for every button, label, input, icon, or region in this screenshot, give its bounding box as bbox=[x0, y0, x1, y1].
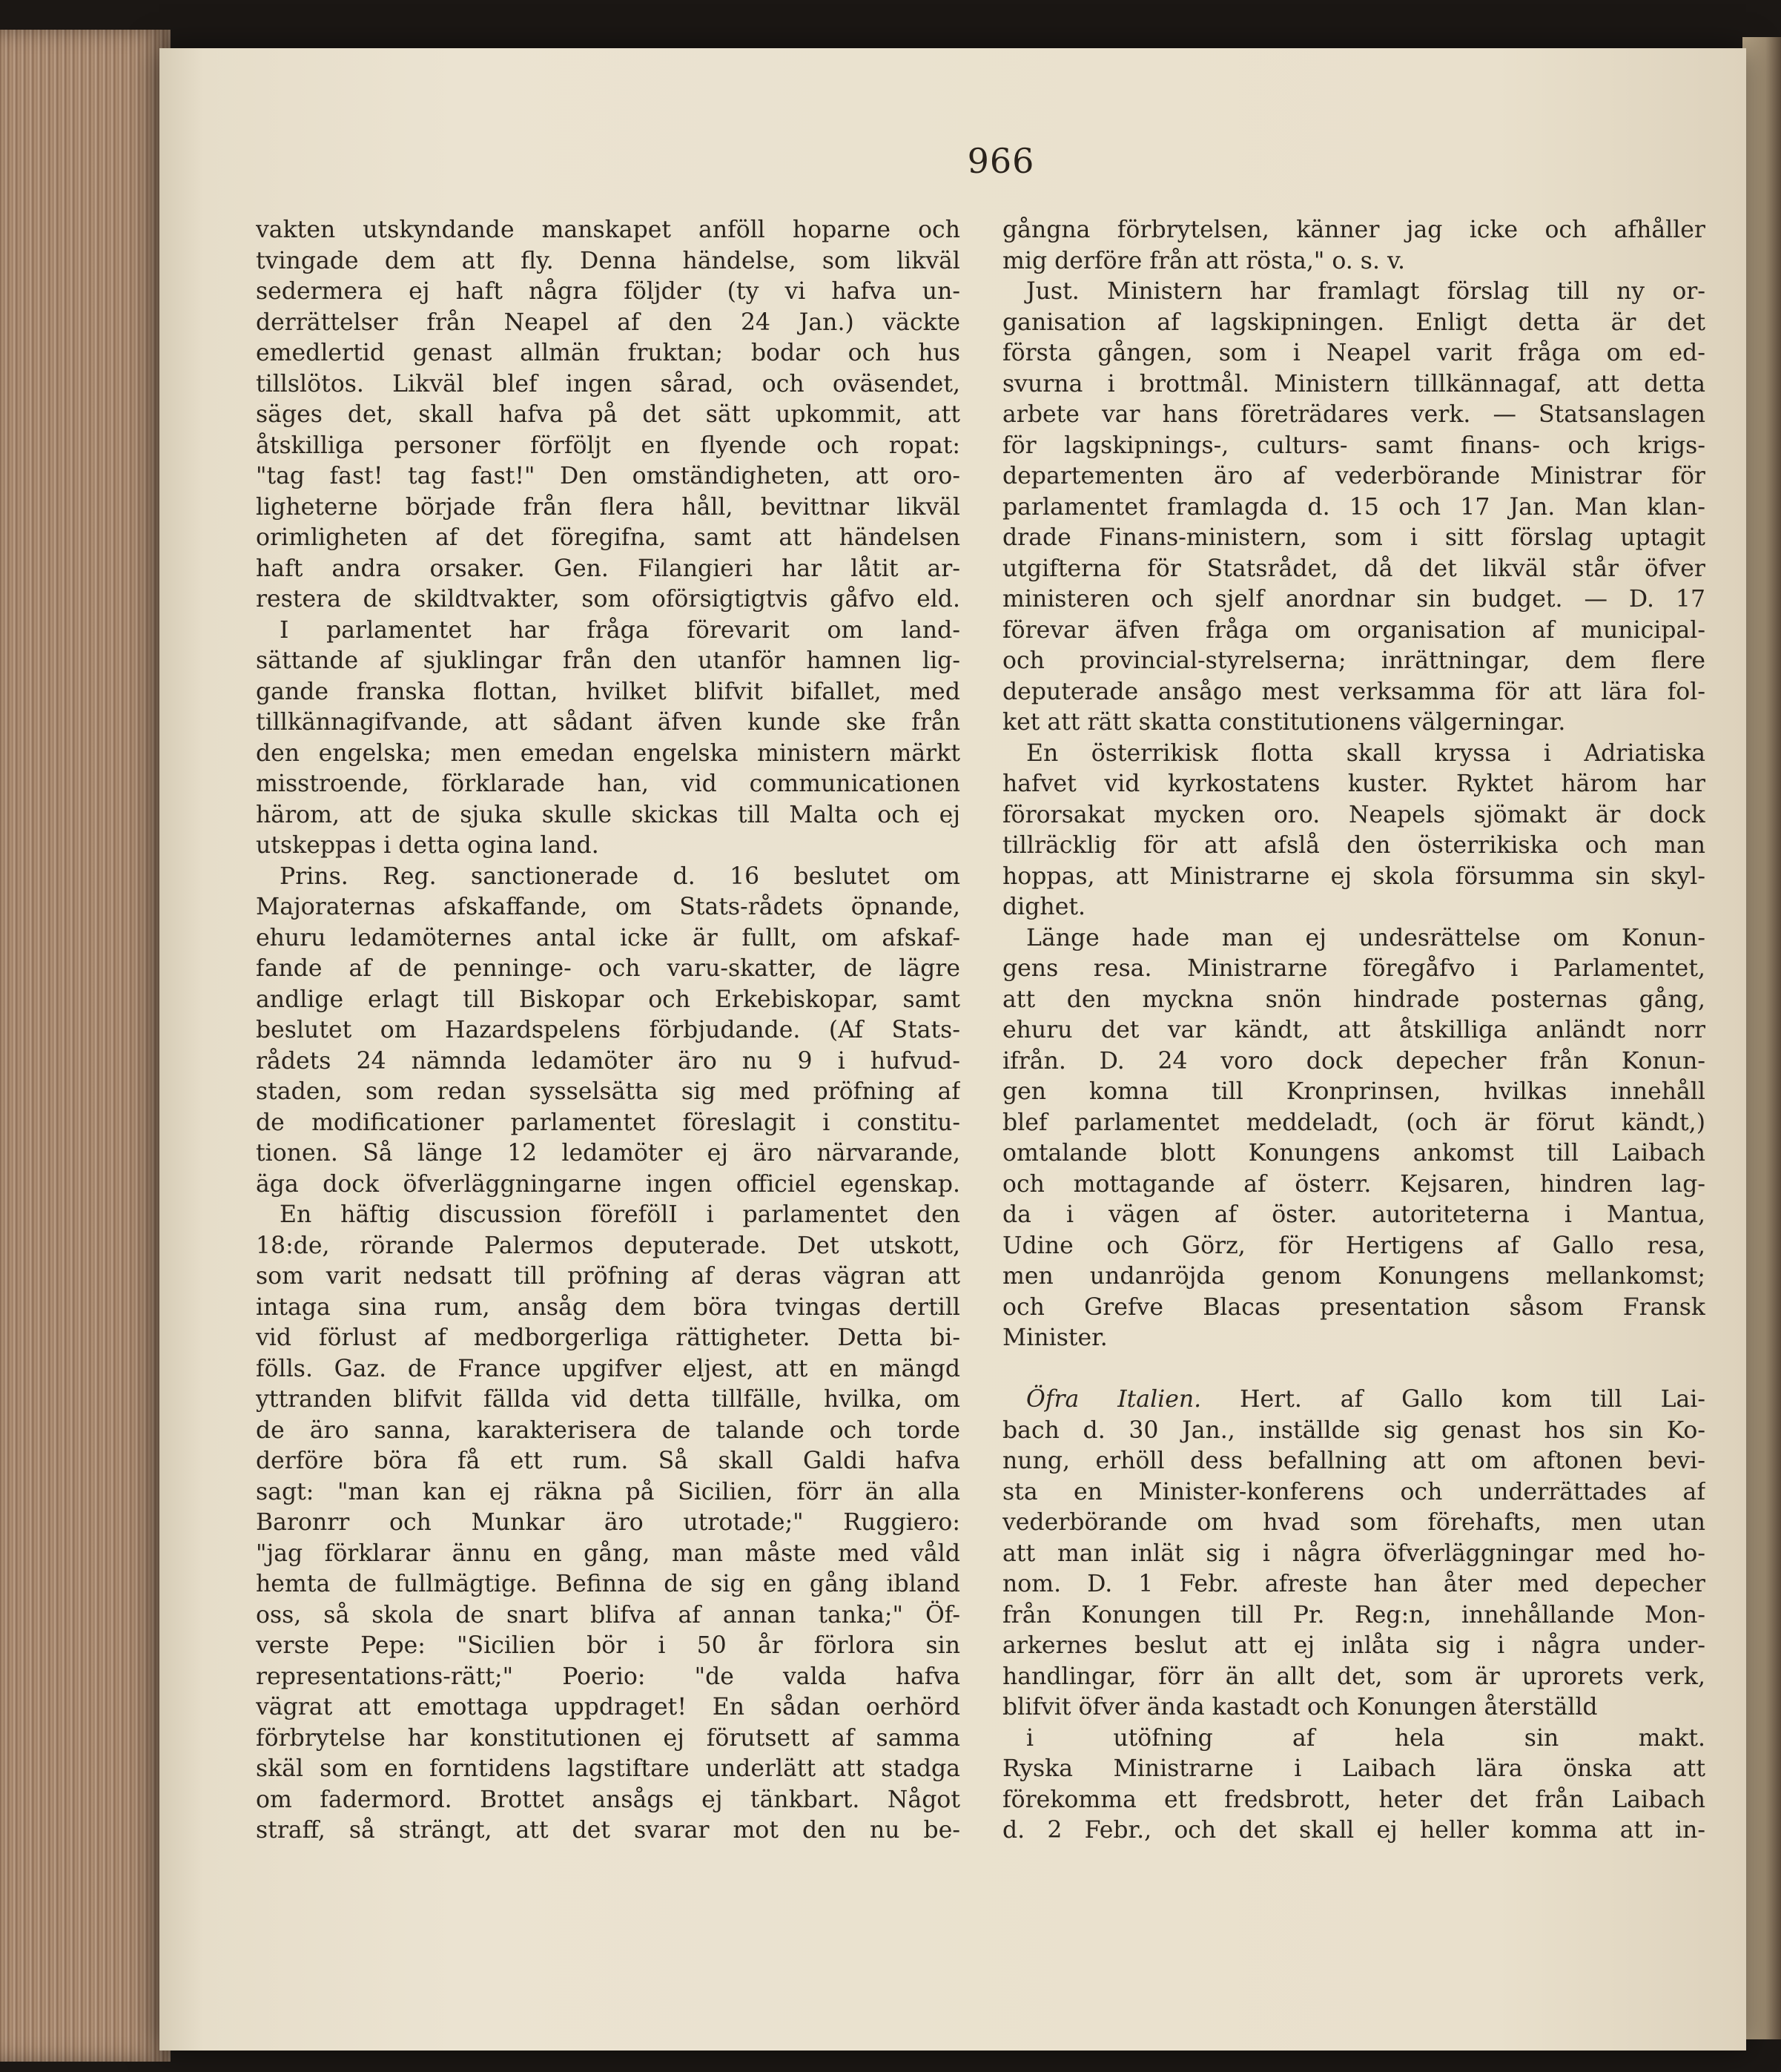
book-page-edges-right bbox=[1742, 37, 1781, 2039]
book-page-edges-left bbox=[0, 30, 171, 2062]
text-line: nung, erhöll dess befallning att om aftonen bevi- bbox=[1002, 1448, 1705, 1474]
text-line: Prins. Reg. sanctionerade d. 16 beslutet om bbox=[280, 862, 960, 890]
text-line: sättande af sjuklingar från den utanför hamnen lig- bbox=[256, 647, 960, 674]
text-line: svurna i brottmål. Ministern tillkännagaf, att detta bbox=[1002, 370, 1705, 397]
text-line: förekomma ett fredsbrott, heter det från Laibach bbox=[1002, 1786, 1705, 1813]
page-number: 966 bbox=[967, 141, 1035, 181]
text-line: från Konungen till Pr. Reg:n, innehållande Mon- bbox=[1002, 1601, 1705, 1629]
text-line: tillkännagifvande, att sådant äfven kunde ske från bbox=[256, 709, 960, 736]
section-heading: Öfra Italien. bbox=[1026, 1386, 1202, 1413]
text-line: deputerade ansågo mest verksamma för att lära fol- bbox=[1002, 678, 1705, 705]
text-line: tillräcklig för att afslå den österrikiska och man bbox=[1002, 832, 1705, 859]
text-line: Just. Ministern har framlagt förslag till ny or- bbox=[1026, 278, 1705, 305]
text-line: ehuru det var kändt, att åtskilliga anländt norr bbox=[1002, 1017, 1705, 1043]
text-column-right bbox=[1002, 215, 1705, 1847]
text-line: Ryska Ministrarne i Laibach lära önska att bbox=[1002, 1755, 1705, 1782]
text-line: Länge hade man ej undesrättelse om Konun- bbox=[1026, 924, 1705, 951]
text-line: säges det, skall hafva på det sätt upkommit, att bbox=[256, 401, 960, 428]
text-line: sta en Minister-konferens och underrättades af bbox=[1002, 1478, 1705, 1505]
text-line: de modificationer parlamentet föreslagit i constitu- bbox=[256, 1109, 960, 1136]
text-line: Udine och Görz, för Hertigens af Gallo resa, bbox=[1002, 1232, 1705, 1259]
text-line: Minister. bbox=[1002, 1324, 1108, 1351]
text-line: straff, så strängt, att det svarar mot den nu be- bbox=[256, 1817, 960, 1844]
text-line: gen komna till Kronprinsen, hvilkas innehåll bbox=[1002, 1078, 1705, 1105]
text-line: vid förlust af medborgerliga rättigheter. Detta bi- bbox=[256, 1324, 960, 1351]
text-line: restera de skildtvakter, som oförsigtigtvis gåfvo eld. bbox=[256, 586, 960, 613]
text-line: andlige erlagt till Biskopar och Erkebiskopar, samt bbox=[256, 986, 960, 1013]
text-line: En häftig discussion förefölI i parlamentet den bbox=[280, 1201, 960, 1228]
text-line: fande af de penninge- och varu-skatter, de lägre bbox=[256, 955, 960, 982]
text-line: de äro sanna, karakterisera de talande och torde bbox=[256, 1416, 960, 1444]
text-line: drade Finans-ministern, som i sitt förslag uptagit bbox=[1002, 524, 1705, 551]
text-line bbox=[1002, 1354, 1705, 1385]
text-line: ket att rätt skatta constitutionens välgerningar. bbox=[1002, 709, 1566, 736]
text-line: i utöfning af hela sin makt. bbox=[1026, 1724, 1705, 1752]
text-line: nom. D. 1 Febr. afreste han åter med depecher bbox=[1002, 1571, 1705, 1597]
text-line: för lagskipnings-, culturs- samt finans- och krigs- bbox=[1002, 432, 1705, 459]
text-line: "jag förklarar ännu en gång, man måste med våld bbox=[256, 1540, 960, 1567]
text-line: hafvet vid kyrkostatens kuster. Ryktet härom har bbox=[1002, 771, 1705, 797]
text-line: I parlamentet har fråga förevarit om land- bbox=[280, 616, 960, 644]
text-line: den engelska; men emedan engelska ministern märkt bbox=[256, 739, 960, 767]
text-line: 18:de, rörande Palermos deputerade. Det utskott, bbox=[256, 1232, 960, 1259]
text-line: omtalande blott Konungens ankomst till Laibach bbox=[1002, 1140, 1705, 1167]
text-line: arkernes beslut att ej inlåta sig i några under- bbox=[1002, 1632, 1705, 1659]
text-line: sedermera ej haft några följder (ty vi hafva un- bbox=[256, 278, 960, 305]
text-line: vakten utskyndande manskapet anföll hoparne och bbox=[256, 217, 960, 243]
text-line: förorsakat mycken oro. Neapels sjömakt är dock bbox=[1002, 801, 1705, 828]
text-line: gande franska flottan, hvilket blifvit bifallet, med bbox=[256, 678, 960, 705]
text-line: ligheterne började från flera håll, bevittnar likväl bbox=[256, 493, 960, 521]
text-line: och mottagande af österr. Kejsaren, hindren lag- bbox=[1002, 1170, 1705, 1198]
text-line: skäl som en forntidens lagstiftare underlätt att stadga bbox=[256, 1755, 960, 1782]
text-line: departementen äro af vederbörande Ministrar för bbox=[1002, 463, 1705, 489]
text-line: åtskilliga personer förföljt en flyende och ropat: bbox=[256, 432, 960, 459]
text-line: ehuru ledamöternes antal icke är fullt, om afskaf- bbox=[256, 924, 960, 951]
text-line: verste Pepe: "Sicilien bör i 50 år förlora sin bbox=[256, 1632, 960, 1659]
text-line: vederbörande om hvad som förehafts, men utan bbox=[1002, 1509, 1705, 1536]
text-line: staden, som redan sysselsätta sig med pröfning af bbox=[256, 1078, 960, 1105]
text-line: parlamentet framlagda d. 15 och 17 Jan. Man klan- bbox=[1002, 493, 1705, 521]
text-line: utskeppas i detta ogina land. bbox=[256, 832, 599, 859]
text-line: om fadermord. Brottet ansågs ej tänkbart. Något bbox=[256, 1786, 960, 1813]
text-line: Baronrr och Munkar äro utrotade;" Ruggiero: bbox=[256, 1509, 960, 1536]
text-line: En österrikisk flotta skall kryssa i Adriatiska bbox=[1026, 739, 1705, 767]
text-line: Öfra Italien. Hert. af Gallo kom till Lai- bbox=[1026, 1386, 1705, 1413]
text-line: blef parlamentet meddeladt, (och är förut kändt,) bbox=[1002, 1109, 1705, 1136]
text-line: härom, att de sjuka skulle skickas till Malta och ej bbox=[256, 801, 960, 828]
text-line: mig derföre från att rösta," o. s. v. bbox=[1002, 247, 1406, 274]
text-line: vägrat att emottaga uppdraget! En sådan oerhörd bbox=[256, 1694, 960, 1720]
text-line: utgifterna för Statsrådet, då det likväl står öfver bbox=[1002, 555, 1705, 582]
text-line: emedlertid genast allmän fruktan; bodar och hus bbox=[256, 340, 960, 366]
text-line: att man inlät sig i några öfverläggningar med ho- bbox=[1002, 1540, 1705, 1567]
text-line: misstroende, förklarade han, vid communicationen bbox=[256, 771, 960, 797]
text-line: da i vägen af öster. autoriteterna i Mantua, bbox=[1002, 1201, 1705, 1228]
text-line: blifvit öfver ända kastadt och Konungen återställd bbox=[1002, 1694, 1598, 1720]
text-line: d. 2 Febr., och det skall ej heller komma att in- bbox=[1002, 1817, 1705, 1844]
text-line: representations-rätt;" Poerio: "de valda hafva bbox=[256, 1663, 960, 1690]
text-line: tionen. Så länge 12 ledamöter ej äro närvarande, bbox=[256, 1140, 960, 1167]
text-line: rådets 24 nämnda ledamöter äro nu 9 i hufvud- bbox=[256, 1047, 960, 1075]
text-line: yttranden blifvit fällda vid detta tillfälle, hvilka, om bbox=[256, 1386, 960, 1413]
text-line: som varit nedsatt till pröfning af deras vägran att bbox=[256, 1263, 960, 1290]
text-line: gens resa. Ministrarne föregåfvo i Parlamentet, bbox=[1002, 955, 1705, 982]
text-line: dighet. bbox=[1002, 894, 1086, 920]
text-line: förevar äfven fråga om organisation af municipal- bbox=[1002, 616, 1705, 644]
text-line: arbete var hans företrädares verk. — Statsanslagen bbox=[1002, 401, 1705, 428]
text-line: ganisation af lagskipningen. Enligt detta är det bbox=[1002, 309, 1705, 336]
text-line: hoppas, att Ministrarne ej skola försumma sin skyl- bbox=[1002, 862, 1705, 890]
text-line: hemta de fullmägtige. Befinna de sig en gång ibland bbox=[256, 1571, 960, 1597]
text-line: oss, så skola de snart blifva af annan tanka;" Öf- bbox=[256, 1601, 960, 1629]
text-line: haft andra orsaker. Gen. Filangieri har låtit ar- bbox=[256, 555, 960, 582]
text-line: men undanröjda genom Konungens mellankomst; bbox=[1002, 1263, 1705, 1290]
text-line: och provincial-styrelserna; inrättningar, dem flere bbox=[1002, 647, 1705, 674]
text-line: orimligheten af det föregifna, samt att händelsen bbox=[256, 524, 960, 551]
text-line: tvingade dem att fly. Denna händelse, som likväl bbox=[256, 247, 960, 274]
text-line: och Grefve Blacas presentation såsom Fransk bbox=[1002, 1293, 1705, 1321]
text-line: ministeren och sjelf anordnar sin budget. — D. 17 bbox=[1002, 586, 1705, 613]
text-line: bach d. 30 Jan., inställde sig genast hos sin Ko- bbox=[1002, 1416, 1705, 1444]
text-column-left bbox=[256, 215, 960, 1847]
text-line: ifrån. D. 24 voro dock depecher från Konun- bbox=[1002, 1047, 1705, 1075]
text-line: första gången, som i Neapel varit fråga om ed- bbox=[1002, 340, 1705, 366]
text-line: tillslötos. Likväl blef ingen sårad, och oväsendet, bbox=[256, 370, 960, 397]
text-line: beslutet om Hazardspelens förbjudande. (Af Stats- bbox=[256, 1017, 960, 1043]
text-line: äga dock öfverläggningarne ingen officiel egenskap. bbox=[256, 1170, 960, 1198]
text-line: förbrytelse har konstitutionen ej förutsett af samma bbox=[256, 1724, 960, 1752]
text-line: Majoraternas afskaffande, om Stats-rådets öpnande, bbox=[256, 894, 960, 920]
text-line: gångna förbrytelsen, känner jag icke och afhåller bbox=[1002, 217, 1705, 243]
text-line: att den myckna snön hindrade posternas gång, bbox=[1002, 986, 1705, 1013]
text-line: intaga sina rum, ansåg dem böra tvingas dertill bbox=[256, 1293, 960, 1321]
text-line: handlingar, förr än allt det, som är uprorets verk, bbox=[1002, 1663, 1705, 1690]
text-line: "tag fast! tag fast!" Den omständigheten, att oro- bbox=[256, 463, 960, 489]
text-line: derrättelser från Neapel af den 24 Jan.) väckte bbox=[256, 309, 960, 336]
text-line: fölls. Gaz. de France upgifver eljest, att en mängd bbox=[256, 1355, 960, 1382]
text-line: sagt: "man kan ej räkna på Sicilien, förr än alla bbox=[256, 1478, 960, 1505]
text-line: derföre böra få ett rum. Så skall Galdi hafva bbox=[256, 1448, 960, 1474]
